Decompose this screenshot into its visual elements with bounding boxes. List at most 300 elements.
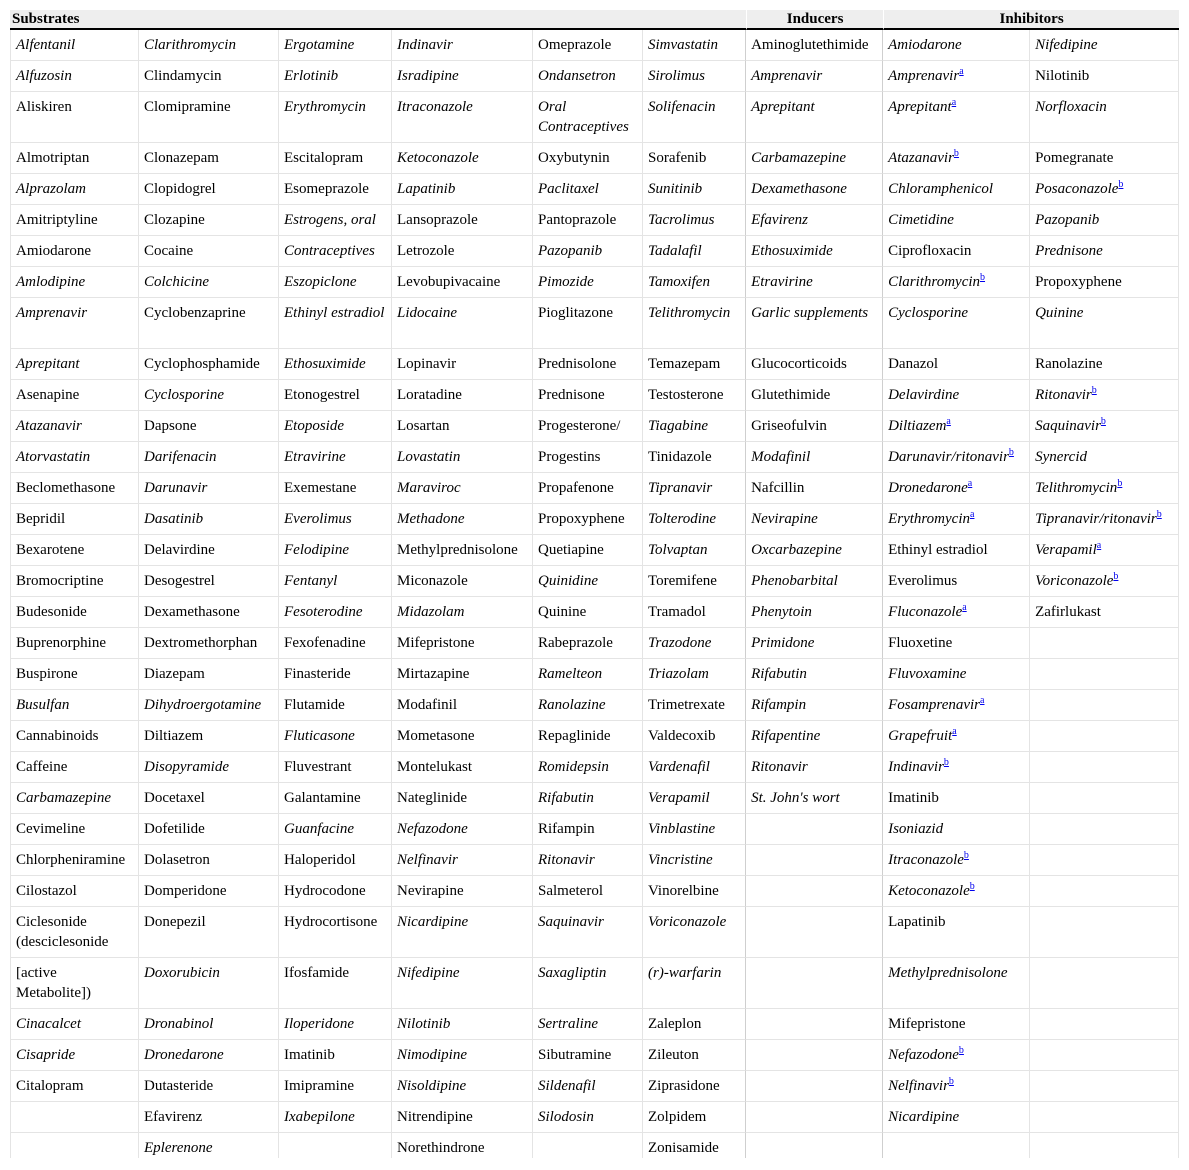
drug-name: Nimodipine (397, 1047, 467, 1063)
table-cell (10, 1071, 139, 1102)
table-cell (392, 236, 533, 267)
drug-name: Aprepitant (16, 356, 80, 372)
table-cell (279, 349, 392, 380)
table-cell (10, 907, 139, 958)
drug-name: Imipramine (284, 1078, 354, 1094)
footnote-link[interactable]: b (958, 1045, 964, 1056)
table-cell (1030, 1009, 1179, 1040)
drug-name: Dronabinol (144, 1016, 214, 1032)
table-cell (643, 783, 746, 814)
table-cell (1030, 380, 1179, 411)
table-cell (883, 349, 1030, 380)
drug-name: Pioglitazone (538, 305, 613, 321)
drug-name: Fluconazole (888, 604, 963, 620)
drug-name: Rifabutin (538, 790, 594, 806)
table-cell (139, 752, 279, 783)
table-cell (643, 1071, 746, 1102)
table-cell (139, 628, 279, 659)
drug-name: Progesterone/ (538, 418, 621, 434)
footnote-link[interactable]: a (951, 97, 957, 108)
drug-name: Nitrendipine (397, 1109, 473, 1125)
drug-name: Nifedipine (397, 965, 460, 981)
drug-name: Cyclosporine (888, 305, 969, 321)
drug-name: Atazanavir (888, 150, 954, 166)
drug-name: Grapefruit (888, 728, 953, 744)
drug-name: Finasteride (284, 666, 351, 682)
drug-name: Loratadine (397, 387, 462, 403)
drug-name: Pimozide (538, 274, 594, 290)
table-row (10, 442, 1179, 473)
drug-name: Amiodarone (16, 243, 91, 259)
table-row (10, 628, 1179, 659)
table-cell (643, 690, 746, 721)
drug-name: Delavirdine (888, 387, 960, 403)
table-cell (279, 1133, 392, 1158)
drug-name: Clopidogrel (144, 181, 216, 197)
table-cell (139, 411, 279, 442)
table-cell (746, 174, 883, 205)
table-cell (392, 473, 533, 504)
table-cell (139, 30, 279, 61)
table-cell (10, 174, 139, 205)
table-row (10, 752, 1179, 783)
table-cell (883, 30, 1030, 61)
drug-name: Zileuton (648, 1047, 699, 1063)
drug-name: Darunavir (144, 480, 208, 496)
drug-name: Sildenafil (538, 1078, 596, 1094)
drug-name: Pazopanib (1035, 212, 1100, 228)
drug-name: Nelfinavir (397, 852, 458, 868)
drug-name: Methadone (397, 511, 465, 527)
drug-name: Pazopanib (538, 243, 603, 259)
drug-name: Ritonavir (751, 759, 808, 775)
table-cell (10, 597, 139, 628)
footnote-link[interactable]: b (1008, 447, 1014, 458)
table-cell (279, 907, 392, 958)
table-cell (10, 814, 139, 845)
table-cell (10, 659, 139, 690)
drug-name: Ranolazine (538, 697, 606, 713)
drug-name: Nateglinide (397, 790, 467, 806)
drug-name: Tacrolimus (648, 212, 715, 228)
drug-name: Valdecoxib (648, 728, 716, 744)
table-cell (139, 907, 279, 958)
table-cell (139, 174, 279, 205)
table-cell (533, 30, 643, 61)
table-row (10, 1009, 1179, 1040)
table-cell (533, 690, 643, 721)
drug-name: Amitriptyline (16, 212, 98, 228)
drug-name: Vinblastine (648, 821, 716, 837)
drug-name: Beclomethasone (16, 480, 116, 496)
drug-name: Garlic supplements (751, 305, 869, 321)
table-cell (1030, 205, 1179, 236)
table-cell (533, 349, 643, 380)
drug-name: Modafinil (397, 697, 457, 713)
table-cell (279, 876, 392, 907)
table-cell (279, 504, 392, 535)
table-cell (533, 958, 643, 1009)
table-cell (139, 876, 279, 907)
drug-name: Almotriptan (16, 150, 90, 166)
drug-name: Oxybutynin (538, 150, 610, 166)
footnote-link[interactable]: b (1113, 571, 1119, 582)
table-row (10, 1133, 1179, 1158)
drug-name: Lapatinib (888, 914, 946, 930)
table-cell (883, 1040, 1030, 1071)
table-cell (279, 845, 392, 876)
table-cell (279, 958, 392, 1009)
table-cell (1030, 721, 1179, 752)
drug-name: Mifepristone (397, 635, 475, 651)
drug-name: Everolimus (284, 511, 352, 527)
table-cell (533, 752, 643, 783)
drug-name: Ergotamine (284, 37, 355, 53)
drug-name: Rifampin (538, 821, 595, 837)
table-cell (279, 61, 392, 92)
drug-name: Alfentanil (16, 37, 76, 53)
table-cell (392, 876, 533, 907)
table-cell (139, 814, 279, 845)
footnote-link[interactable]: b (980, 272, 986, 283)
drug-name: Dronedarone (888, 480, 968, 496)
drug-name: Mirtazapine (397, 666, 470, 682)
table-cell (883, 958, 1030, 1009)
table-cell (643, 659, 746, 690)
drug-name: Erythromycin (284, 99, 366, 115)
drug-name: Dapsone (144, 418, 197, 434)
drug-name: Cyclobenzaprine (144, 305, 246, 321)
table-cell (746, 61, 883, 92)
table-cell (883, 411, 1030, 442)
drug-name: Trimetrexate (648, 697, 725, 713)
table-cell (279, 1009, 392, 1040)
drug-name: Norfloxacin (1035, 99, 1107, 115)
table-cell (392, 628, 533, 659)
drug-name: Dexamethasone (751, 181, 847, 197)
drug-name: Everolimus (888, 573, 958, 589)
footnote-link[interactable]: a (970, 509, 975, 520)
drug-name: Aprepitant (888, 99, 952, 115)
table-cell (746, 566, 883, 597)
table-cell (10, 205, 139, 236)
table-cell (1030, 30, 1179, 61)
table-cell (883, 504, 1030, 535)
table-cell (1030, 659, 1179, 690)
drug-name: Zafirlukast (1035, 604, 1101, 620)
footnote-link[interactable]: a (980, 695, 985, 706)
table-row (10, 1040, 1179, 1071)
table-cell (392, 174, 533, 205)
drug-name: Clindamycin (144, 68, 222, 84)
table-cell (746, 597, 883, 628)
table-cell (139, 205, 279, 236)
table-cell (533, 721, 643, 752)
table-cell (643, 628, 746, 659)
table-cell (533, 566, 643, 597)
table-cell (139, 1133, 279, 1158)
drug-name: Tipranavir (648, 480, 713, 496)
table-cell (883, 473, 1030, 504)
drug-name: Rifampin (751, 697, 807, 713)
drug-name: Aminoglutethimide (751, 37, 869, 53)
table-cell (1030, 411, 1179, 442)
table-cell (279, 814, 392, 845)
drug-name: Amprenavir (888, 68, 960, 84)
table-cell (883, 143, 1030, 174)
table-cell (139, 845, 279, 876)
drug-name: Sunitinib (648, 181, 703, 197)
table-cell (139, 1102, 279, 1133)
drug-name: Budesonide (16, 604, 87, 620)
table-cell (883, 752, 1030, 783)
table-cell (643, 473, 746, 504)
drug-name: Miconazole (397, 573, 468, 589)
table-cell (10, 411, 139, 442)
drug-name: Hydrocortisone (284, 914, 378, 930)
table-cell (392, 659, 533, 690)
table-cell (1030, 845, 1179, 876)
drug-name: Escitalopram (284, 150, 364, 166)
table-cell (643, 721, 746, 752)
table-cell (746, 236, 883, 267)
drug-name: Trazodone (648, 635, 712, 651)
drug-name: Ciprofloxacin (888, 243, 972, 259)
table-cell (883, 814, 1030, 845)
table-cell (643, 1133, 746, 1158)
drug-name: Ketoconazole (888, 883, 970, 899)
table-row (10, 61, 1179, 92)
table-cell (746, 30, 883, 61)
table-cell (392, 721, 533, 752)
drug-name: Losartan (397, 418, 450, 434)
drug-name: Sertraline (538, 1016, 598, 1032)
table-cell (883, 721, 1030, 752)
footnote-link[interactable]: b (1100, 416, 1106, 427)
table-cell (533, 1040, 643, 1071)
table-cell (139, 535, 279, 566)
drug-name: Felodipine (284, 542, 349, 558)
drug-name: Norethindrone (397, 1140, 485, 1156)
drug-name: Isoniazid (888, 821, 944, 837)
table-cell (279, 174, 392, 205)
table-cell (1030, 628, 1179, 659)
drug-name: Lovastatin (397, 449, 461, 465)
drug-name: Nafcillin (751, 480, 805, 496)
footnote-link[interactable]: b (943, 757, 949, 768)
table-cell (392, 298, 533, 349)
table-cell (392, 205, 533, 236)
footnote-link[interactable]: b (953, 148, 959, 159)
table-row (10, 30, 1179, 61)
table-cell (392, 752, 533, 783)
table-cell (643, 61, 746, 92)
drug-name: Fluoxetine (888, 635, 953, 651)
table-cell (279, 380, 392, 411)
table-cell (392, 267, 533, 298)
drug-name: Desogestrel (144, 573, 215, 589)
footnote-link[interactable]: b (1091, 385, 1097, 396)
table-cell (883, 380, 1030, 411)
drug-name: Esomeprazole (284, 181, 369, 197)
table-cell (746, 411, 883, 442)
table-cell (10, 845, 139, 876)
footnote-link[interactable]: a (967, 478, 973, 489)
table-cell (643, 752, 746, 783)
table-cell (279, 30, 392, 61)
table-body (10, 30, 1179, 1158)
table-row (10, 1102, 1179, 1133)
drug-name: Dolasetron (144, 852, 210, 868)
drug-name: Cyclophosphamide (144, 356, 260, 372)
drug-name: Ranolazine (1035, 356, 1103, 372)
drug-name: Quinine (1035, 305, 1084, 321)
table-cell (533, 442, 643, 473)
footnote-link[interactable]: b (1118, 179, 1124, 190)
footnote-link[interactable]: a (952, 726, 957, 737)
drug-name: Nifedipine (1035, 37, 1098, 53)
drug-name: Tamoxifen (648, 274, 710, 290)
drug-name: Fluvoxamine (888, 666, 967, 682)
table-cell (279, 566, 392, 597)
drug-name: Darifenacin (144, 449, 217, 465)
table-cell (883, 876, 1030, 907)
table-cell (1030, 92, 1179, 143)
drug-name: Synercid (1035, 449, 1087, 465)
table-cell (883, 783, 1030, 814)
drug-name: Dutasteride (144, 1078, 214, 1094)
footnote-link[interactable]: a (962, 602, 967, 613)
drug-name: Nicardipine (888, 1109, 960, 1125)
footnote-link[interactable]: b (1117, 478, 1123, 489)
drug-name: Dihydroergotamine (144, 697, 262, 713)
footnote-link[interactable]: b (1156, 509, 1162, 520)
table-cell (746, 783, 883, 814)
footnote-link[interactable]: a (959, 66, 964, 77)
drug-name: Bexarotene (16, 542, 85, 558)
table-cell (10, 690, 139, 721)
drug-name: Glucocorticoids (751, 356, 847, 372)
table-row (10, 597, 1179, 628)
drug-name: Eplerenone (144, 1140, 213, 1156)
drug-name: Buprenorphine (16, 635, 106, 651)
table-cell (139, 143, 279, 174)
drug-name: Quinine (538, 604, 587, 620)
drug-name: Oral Contraceptives (538, 99, 629, 135)
drug-name: Romidepsin (538, 759, 609, 775)
table-cell (139, 1071, 279, 1102)
table-cell (1030, 298, 1179, 349)
table-cell (10, 721, 139, 752)
drug-name: Donepezil (144, 914, 206, 930)
drug-name: Cimetidine (888, 212, 954, 228)
footnote-link[interactable]: b (963, 850, 969, 861)
drug-name: Quetiapine (538, 542, 604, 558)
table-cell (392, 92, 533, 143)
table-cell (643, 597, 746, 628)
table-cell (392, 1040, 533, 1071)
table-cell (533, 267, 643, 298)
drug-name: Erythromycin (888, 511, 970, 527)
drug-name: Amlodipine (16, 274, 86, 290)
table-cell (883, 845, 1030, 876)
drug-name: Etravirine (284, 449, 346, 465)
drug-name: Efavirenz (751, 212, 809, 228)
table-cell (746, 380, 883, 411)
drug-name: Fluvestrant (284, 759, 352, 775)
table-cell (533, 1009, 643, 1040)
drug-name: Dasatinib (144, 511, 204, 527)
drug-name: Ixabepilone (284, 1109, 355, 1125)
table-cell (10, 442, 139, 473)
drug-name: Rabeprazole (538, 635, 613, 651)
table-cell (533, 1133, 643, 1158)
table-row (10, 783, 1179, 814)
table-cell (139, 473, 279, 504)
drug-name: Nilotinib (1035, 68, 1090, 84)
table-cell (746, 628, 883, 659)
drug-name: Fluticasone (284, 728, 355, 744)
drug-name: Citalopram (16, 1078, 84, 1094)
drug-name: Midazolam (397, 604, 465, 620)
footnote-link[interactable]: b (948, 1076, 954, 1087)
table-cell (139, 442, 279, 473)
drug-name: Dronedarone (144, 1047, 224, 1063)
table-cell (533, 535, 643, 566)
drug-name: Progestins (538, 449, 601, 465)
drug-name: Telithromycin (648, 305, 731, 321)
table-cell (643, 411, 746, 442)
table-cell (746, 845, 883, 876)
table-cell (883, 1071, 1030, 1102)
table-cell (1030, 597, 1179, 628)
footnote-link[interactable]: a (946, 416, 951, 427)
table-cell (392, 845, 533, 876)
table-row (10, 721, 1179, 752)
table-cell (139, 783, 279, 814)
table-cell (279, 752, 392, 783)
footnote-link[interactable]: b (969, 881, 975, 892)
drug-name: Clomipramine (144, 99, 231, 115)
table-cell (1030, 236, 1179, 267)
drug-name: Ondansetron (538, 68, 616, 84)
table-cell (883, 92, 1030, 143)
table-row (10, 690, 1179, 721)
drug-name: Vardenafil (648, 759, 710, 775)
drug-name: Diltiazem (888, 418, 947, 434)
table-cell (139, 267, 279, 298)
drug-name: Fosamprenavir (888, 697, 981, 713)
table-cell (10, 1009, 139, 1040)
table-cell (533, 205, 643, 236)
table-row (10, 504, 1179, 535)
table-cell (279, 267, 392, 298)
drug-name: Atorvastatin (16, 449, 91, 465)
footnote-link[interactable]: a (1096, 540, 1102, 551)
drug-name: Omeprazole (538, 37, 612, 53)
table-cell (533, 814, 643, 845)
table-cell (1030, 876, 1179, 907)
table-cell (746, 205, 883, 236)
table-cell (139, 1040, 279, 1071)
drug-name: Saquinavir (1035, 418, 1101, 434)
drug-name: Primidone (751, 635, 815, 651)
table-cell (746, 752, 883, 783)
table-cell (10, 30, 139, 61)
drug-name: Cyclosporine (144, 387, 224, 403)
table-cell (643, 535, 746, 566)
table-cell (643, 876, 746, 907)
